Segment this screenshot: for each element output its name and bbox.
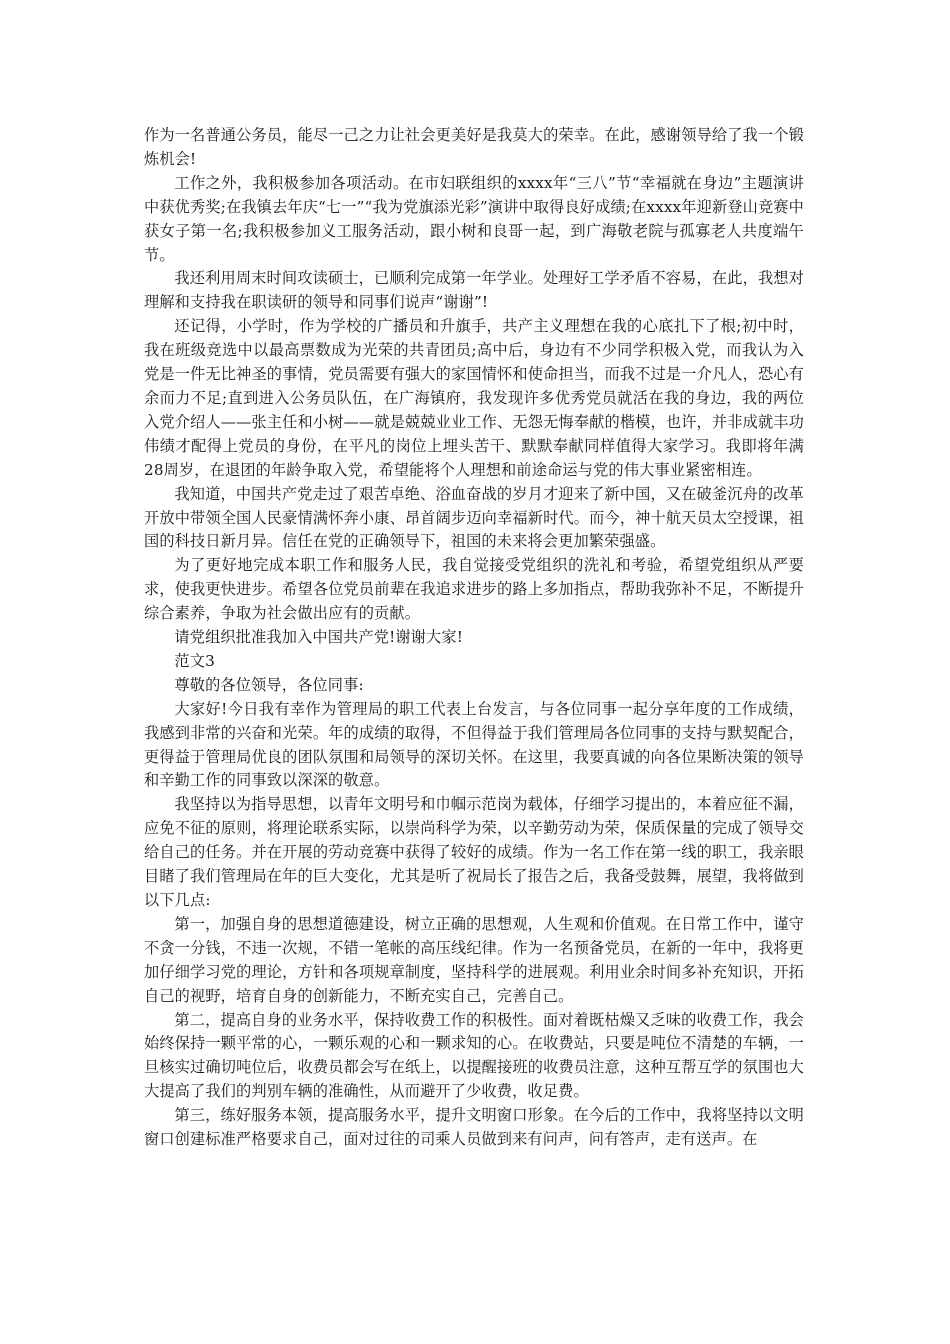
paragraph: 我知道，中国共产党走过了艰苦卓绝、浴血奋战的岁月才迎来了新中国，又在破釜沉舟的改革开放中带领全国人民豪情满怀奔小康、昂首阔步迈向幸福新时代。而今，神十航天员太空授课，祖国的科技日新月异。信任在党的正确领导下，祖国的未来将会更加繁荣强盛。: [144, 484, 804, 551]
paragraph: 第三，练好服务本领，提高服务水平，提升文明窗口形象。在今后的工作中，我将坚持以文明窗口创建标准严格要求自己，面对过往的司乘人员做到来有问声，问有答声，走有送声。在: [144, 1106, 804, 1149]
paragraph: 我坚持以为指导思想，以青年文明号和巾帼示范岗为载体，仔细学习提出的，本着应征不漏，应免不征的原则，将理论联系实际，以崇尚科学为荣，以辛勤劳动为荣，保质保量的完成了领导交给自己的任务。并在开展的劳动竞赛中获得了较好的成绩。作为一名工作在第一线的职工，我亲眼目睹了我们管理局在年的巨大变化，尤其是听了祝局长了报告之后，我备受鼓舞，展望，我将做到以下几点:: [144, 795, 804, 909]
paragraph: 作为一名普通公务员，能尽一己之力让社会更美好是我莫大的荣幸。在此，感谢领导给了我一个锻炼机会!: [144, 126, 804, 168]
paragraph: 第二，提高自身的业务水平，保持收费工作的积极性。面对着既枯燥又乏味的收费工作，我会始终保持一颗平常的心，一颗乐观的心和一颗求知的心。在收费站，只要是吨位不清楚的车辆，一旦核实过确切吨位后，收费员都会写在纸上，以提醒接班的收费员注意，这种互帮互学的氛围也大大提高了我们的判别车辆的准确性，从而避开了少收费，收足费。: [144, 1010, 804, 1101]
paragraph: 我还利用周末时间攻读硕士，已顺利完成第一年学业。处理好工学矛盾不容易，在此，我想对理解和支持我在职读研的领导和同事们说声“谢谢”!: [144, 269, 804, 312]
paragraph: 为了更好地完成本职工作和服务人民，我自觉接受党组织的洗礼和考验，希望党组织从严要求，使我更快进步。希望各位党员前辈在我追求进步的路上多加指点，帮助我弥补不足，不断提升综合素养，争取为社会做出应有的贡献。: [144, 556, 804, 623]
paragraph: 请党组织批准我加入中国共产党!谢谢大家!: [174, 628, 463, 647]
paragraph: 大家好!今日我有幸作为管理局的职工代表上台发言，与各位同事一起分享年度的工作成绩，我感到非常的兴奋和光荣。年的成绩的取得，不但得益于我们管理局各位同事的支持与默契配合，更得益于管理局优良的团队氛围和局领导的深切关怀。在这里，我要真诚的向各位果断决策的领导和辛勤工作的同事致以深深的敬意。: [144, 699, 804, 790]
document-body: [144, 124, 804, 1152]
salutation: 尊敬的各位领导，各位同事:: [174, 675, 364, 694]
paragraph: 还记得，小学时，作为学校的广播员和升旗手，共产主义理想在我的心底扎下了根;初中时，我在班级竞选中以最高票数成为光荣的共青团员;高中后，身边有不少同学积极入党，而我认为入党是一件无比神圣的事情，党员需要有强大的家国情怀和使命担当，而我不过是一介凡人，恐心有余而力不足;直到进入公务员队伍，在广海镇府，我发现许多优秀党员就活在我的身边，我的两位入党介绍人——张主任和小树——就是兢兢业业工作、无怨无悔奉献的楷模，也许，并非成就丰功伟绩才配得上党员的身份，在平凡的岗位上埋头苦干、默默奉献同样值得大家学习。我即将年满28周岁，在退团的年龄争取入党，希望能将个人理想和前途命运与党的伟大事业紧密相连。: [144, 317, 804, 479]
paragraph: 工作之外，我积极参加各项活动。在市妇联组织的xxxx年“三八”节“幸福就在身边”主题演讲中获优秀奖;在我镇去年庆“七一”“我为党旗添光彩”演讲中取得良好成绩;在xxxx年迎新登山竞赛中获女子第一名;我积极参加义工服务活动，跟小树和良哥一起，到广海敬老院与孤寡老人共度端午节。: [144, 173, 804, 264]
paragraph: 第一，加强自身的思想道德建设，树立正确的思想观，人生观和价值观。在日常工作中，谨守不贪一分钱，不违一次规，不错一笔帐的高压线纪律。作为一名预备党员，在新的一年中，我将更加仔细学习党的理论，方针和各项规章制度，坚持科学的进展观。利用业余时间多补充知识，开拓自己的视野，培育自身的创新能力，不断充实自己，完善自己。: [144, 914, 804, 1005]
section-heading: 范文3: [174, 651, 215, 670]
